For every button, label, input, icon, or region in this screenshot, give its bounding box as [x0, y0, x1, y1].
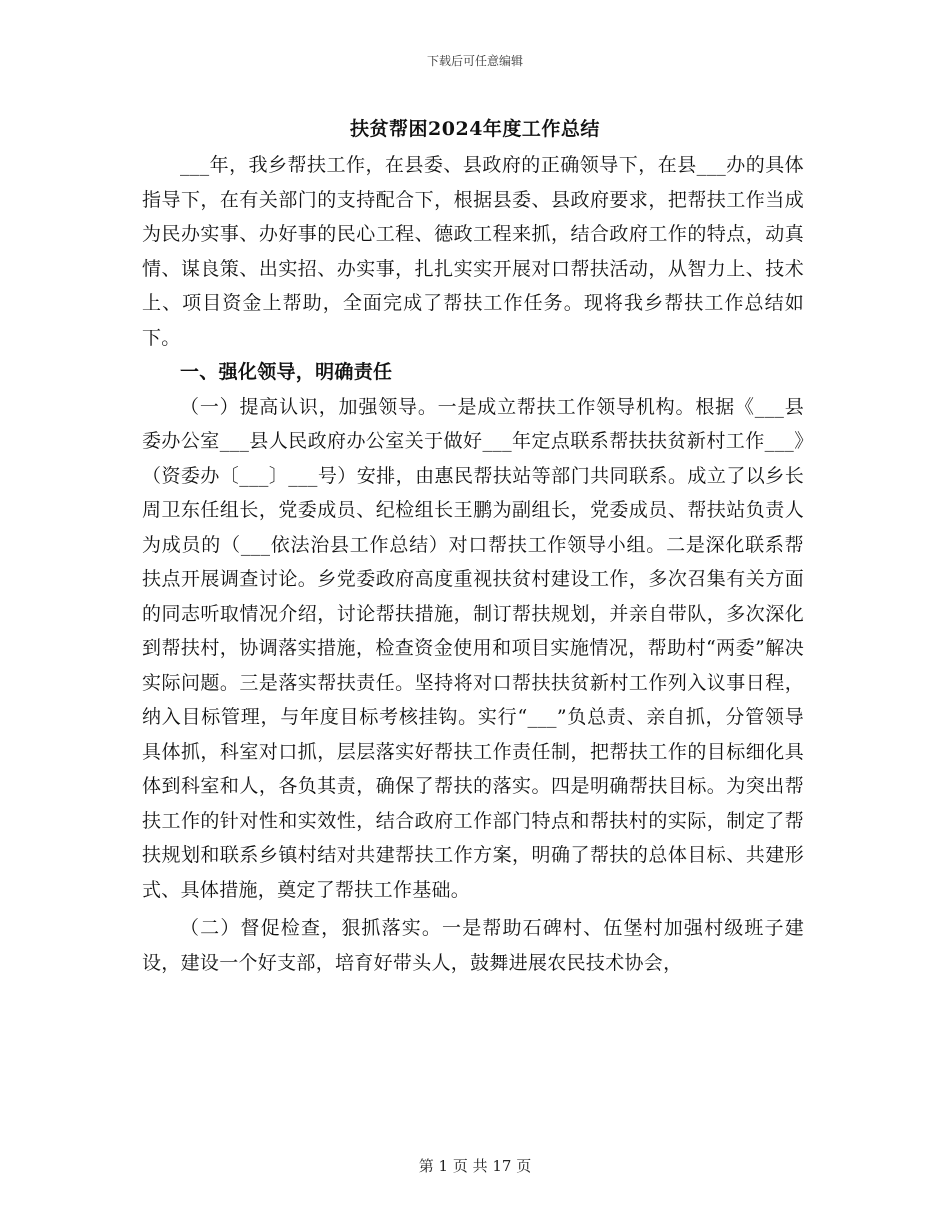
- paragraph-section-1-1: （一）提高认识，加强领导。一是成立帮扶工作领导机构。根据《___县委办公室___县人民政府办公室关于做好___年定点联系帮扶扶贫新村工作___》（资委办〔___〕___号）安排，由惠民帮扶站等部门共同联系。成立了以乡长周卫东任组长，党委成员、纪检组长王鹏为副组长，党委成员、帮扶站负责人为成员的（___依法治县工作总结）对口帮扶工作领导小组。二是深化联系帮扶点开展调查讨论。乡党委政府高度重视扶贫村建设工作，多次召集有关方面的同志听取情况介绍，讨论帮扶措施，制订帮扶规划，并亲自带队，多次深化到帮扶村，协调落实措施，检查资金使用和项目实施情况，帮助村“两委”解决实际问题。三是落实帮扶责任。坚持将对口帮扶扶贫新村工作列入议事日程，纳入目标管理，与年度目标考核挂钩。实行“___”负总责、亲自抓，分管领导具体抓，科室对口抓，层层落实好帮扶工作责任制，把帮扶工作的目标细化具体到科室和人，各负其责，确保了帮扶的落实。四是明确帮扶目标。为突出帮扶工作的针对性和实效性，结合政府工作部门特点和帮扶村的实际，制定了帮扶规划和联系乡镇村结对共建帮扶工作方案，明确了帮扶的总体目标、共建形式、具体措施，奠定了帮扶工作基础。: [142, 395, 804, 901]
- paragraph-section-1-2: （二）督促检查，狠抓落实。一是帮助石碑村、伍堡村加强村级班子建设，建设一个好支部，培育好带头人，鼓舞进展农民技术协会，: [142, 917, 804, 974]
- section-heading-1: 一、强化领导，明确责任: [180, 361, 393, 383]
- document-body: [142, 148, 804, 980]
- page-title: 扶贫帮困2024年度工作总结: [350, 118, 600, 140]
- page-number: 第 1 页 共 17 页: [418, 1157, 532, 1175]
- page-header-note: 下载后可任意编辑: [426, 54, 523, 68]
- paragraph-intro: ___年，我乡帮扶工作，在县委、县政府的正确领导下，在县___办的具体指导下，在有关部门的支持配合下，根据县委、县政府要求，把帮扶工作当成为民办实事、办好事的民心工程、德政工程来抓，结合政府工作的特点，动真情、谋良策、出实招、办实事，扎扎实实开展对口帮扶活动，从智力上、技术上、项目资金上帮助，全面完成了帮扶工作任务。现将我乡帮扶工作总结如下。: [142, 154, 804, 349]
